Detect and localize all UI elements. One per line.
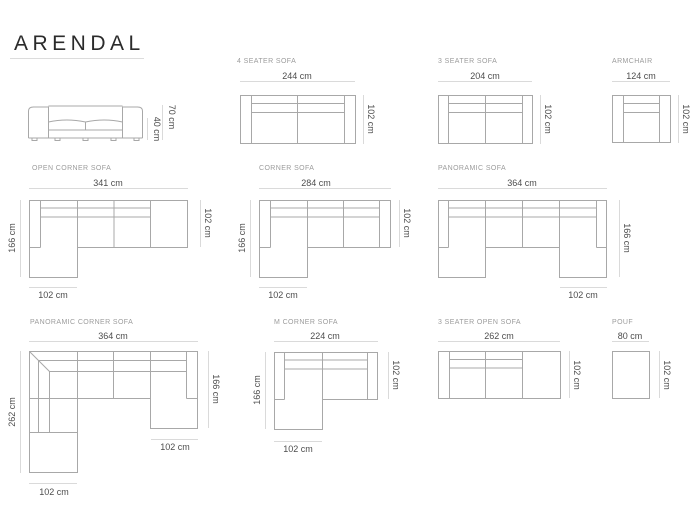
dim-line (259, 188, 391, 189)
open-corner-depth: 102 cm (203, 208, 213, 238)
pouf-drawing (612, 351, 650, 400)
panoramic-corner-drawing (29, 351, 199, 474)
three-seater-open-depth: 102 cm (572, 360, 582, 390)
panoramic-corner-left-height: 262 cm (7, 397, 17, 427)
panoramic-height: 166 cm (622, 223, 632, 253)
dim-line (29, 483, 77, 484)
dim-line (29, 341, 198, 342)
corner-width: 284 cm (301, 178, 331, 188)
open-corner-label: OPEN CORNER SOFA (32, 165, 112, 172)
panoramic-width: 364 cm (507, 178, 537, 188)
dim-line (678, 95, 679, 143)
corner-height: 166 cm (237, 223, 247, 253)
dim-line (208, 351, 209, 428)
open-corner-height: 166 cm (7, 223, 17, 253)
m-corner-label: M CORNER SOFA (274, 319, 338, 326)
three-seater-open-drawing (438, 351, 561, 400)
panoramic-corner-width: 364 cm (98, 331, 128, 341)
three-seater-depth: 102 cm (543, 104, 553, 134)
dim-line (265, 352, 266, 429)
dim-line (388, 352, 389, 399)
dim-line (20, 351, 21, 473)
page-title: ARENDAL (14, 32, 145, 55)
dim-line-height (162, 105, 163, 140)
dim-line (438, 81, 532, 82)
title-underline (10, 58, 144, 59)
four-seater-drawing (240, 95, 356, 145)
three-seater-open-width: 262 cm (484, 331, 514, 341)
dim-seat-height: 40 cm (152, 116, 162, 142)
dim-line (200, 200, 201, 247)
dim-line (240, 81, 355, 82)
dim-line (259, 287, 307, 288)
panoramic-corner-right-height: 166 cm (211, 374, 221, 404)
sofa-front-view-drawing (28, 103, 143, 141)
panoramic-corner-label: PANORAMIC CORNER SOFA (30, 319, 134, 326)
dim-line (612, 81, 670, 82)
dim-line (151, 439, 198, 440)
armchair-drawing (612, 95, 671, 144)
dim-line (274, 341, 378, 342)
dim-line (399, 200, 400, 247)
four-seater-width: 244 cm (282, 71, 312, 81)
m-corner-depth: 102 cm (391, 360, 401, 390)
panoramic-label: PANORAMIC SOFA (438, 165, 507, 172)
dim-line (619, 200, 620, 277)
four-seater-depth: 102 cm (366, 104, 376, 134)
m-corner-chaise-width: 102 cm (283, 444, 313, 454)
pouf-label: POUF (612, 319, 634, 326)
dim-line (20, 200, 21, 277)
corner-label: CORNER SOFA (259, 165, 315, 172)
dim-line (438, 188, 607, 189)
m-corner-drawing (274, 352, 379, 431)
open-corner-chaise-width: 102 cm (38, 290, 68, 300)
dim-height: 70 cm (167, 104, 177, 130)
three-seater-label: 3 SEATER SOFA (438, 58, 498, 65)
dim-line-seat-height (147, 118, 148, 140)
corner-depth: 102 cm (402, 208, 412, 238)
three-seater-drawing (438, 95, 533, 145)
pouf-depth: 102 cm (662, 360, 672, 390)
m-corner-height: 166 cm (252, 375, 262, 405)
dim-line (612, 341, 649, 342)
three-seater-open-label: 3 SEATER OPEN SOFA (438, 319, 521, 326)
dim-line (250, 200, 251, 277)
corner-chaise-width: 102 cm (268, 290, 298, 300)
dim-line (363, 95, 364, 144)
three-seater-width: 204 cm (470, 71, 500, 81)
corner-drawing (259, 200, 392, 279)
dim-line (438, 341, 560, 342)
armchair-label: ARMCHAIR (612, 58, 653, 65)
armchair-depth: 102 cm (681, 104, 691, 134)
m-corner-width: 224 cm (310, 331, 340, 341)
dim-line (569, 351, 570, 398)
panoramic-corner-right-chaise: 102 cm (160, 442, 190, 452)
open-corner-width: 341 cm (93, 178, 123, 188)
panoramic-corner-left-chaise: 102 cm (39, 487, 69, 497)
four-seater-label: 4 SEATER SOFA (237, 58, 297, 65)
pouf-width: 80 cm (617, 331, 643, 341)
dim-line (274, 441, 322, 442)
panoramic-chaise-width: 102 cm (568, 290, 598, 300)
dim-line (29, 287, 77, 288)
panoramic-drawing (438, 200, 608, 279)
armchair-width: 124 cm (626, 71, 656, 81)
open-corner-drawing (29, 200, 189, 279)
dim-line (29, 188, 188, 189)
dim-line (540, 95, 541, 144)
dim-line (659, 351, 660, 398)
dim-line (560, 287, 607, 288)
